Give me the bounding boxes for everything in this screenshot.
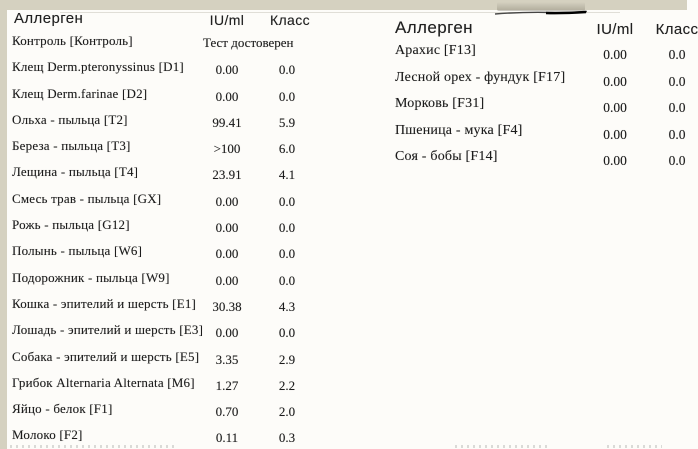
column-header-allergen: Аллерген: [14, 10, 84, 27]
table-row: [0, 401, 355, 427]
table-row: [0, 349, 355, 375]
table-row: [355, 149, 698, 176]
class-value-cell: 0.0: [668, 153, 686, 168]
table-row: [355, 96, 698, 123]
allergen-name-cell: Соя - бобы [F14]: [395, 149, 498, 164]
cutoff-text-remnant: [607, 445, 662, 448]
table-row: [0, 296, 355, 322]
iu-value-cell: 0.00: [603, 126, 627, 142]
iu-value-cell: 23.91: [212, 167, 242, 183]
column-header-allergen: Аллерген: [395, 18, 473, 37]
class-value-cell: 0.0: [278, 193, 296, 209]
allergen-name-cell: Контроль [Контроль]: [12, 33, 133, 48]
class-value-cell: 0.0: [278, 325, 296, 341]
allergen-name-cell: Подорожник - пыльца [W9]: [12, 269, 170, 285]
allergen-name-cell: Смесь трав - пыльца [GX]: [12, 190, 162, 206]
column-header-class: Класс: [655, 21, 698, 38]
allergen-name-cell: Полынь - пыльца [W6]: [12, 243, 143, 259]
iu-value-cell: 0.11: [215, 430, 239, 446]
allergen-name-cell: Лещина - пыльца [T4]: [12, 164, 139, 180]
allergen-name-cell: Яйцо - белок [F1]: [12, 401, 113, 417]
iu-value-cell: 0.70: [215, 404, 239, 420]
iu-value-cell: 0.00: [603, 100, 627, 115]
allergen-name-cell: Кошка - эпителий и шерсть [E1]: [12, 295, 197, 311]
table-row: [0, 191, 355, 217]
iu-value-cell: 0.00: [215, 220, 239, 236]
class-value-cell: 2.9: [278, 351, 296, 367]
class-value-cell: 2.2: [278, 377, 296, 393]
allergen-name-cell: Молоко [F2]: [12, 427, 83, 443]
class-value-cell: 0.0: [278, 88, 296, 104]
iu-value-cell: 0.00: [215, 246, 239, 262]
class-value-cell: 0.0: [668, 47, 686, 62]
allergen-name-cell: Грибок Alternaria Alternata [M6]: [12, 374, 195, 390]
class-value-cell: 4.3: [278, 298, 296, 314]
class-value-cell: 5.9: [278, 114, 296, 130]
table-row: [0, 112, 355, 138]
table-rows-right: [355, 43, 698, 176]
iu-value-cell: 0.00: [603, 73, 627, 89]
allergen-name-cell: Береза - пыльца [T3]: [12, 138, 131, 154]
iu-value-cell: 0.00: [603, 153, 627, 168]
allergen-name-cell: Клещ Derm.pteronyssinus [D1]: [12, 59, 184, 75]
table-row: [0, 33, 355, 59]
column-header-iu-ml: IU/ml: [596, 21, 634, 38]
iu-value-cell: 30.38: [212, 298, 242, 314]
iu-value-cell: 0.00: [215, 88, 239, 104]
table-row: [0, 270, 355, 296]
class-value-cell: 0.0: [668, 126, 686, 142]
iu-value-cell: Тест достоверен: [203, 35, 294, 50]
table-rows-left: [0, 33, 355, 449]
class-value-cell: 6.0: [278, 141, 296, 157]
allergen-name-cell: Рожь - пыльца [G12]: [12, 217, 130, 233]
iu-value-cell: 0.00: [215, 62, 239, 78]
allergen-name-cell: Морковь [F31]: [395, 96, 485, 111]
table-row: [0, 217, 355, 243]
table-row: [0, 322, 355, 348]
iu-value-cell: 99.41: [212, 114, 242, 130]
class-value-cell: 0.0: [668, 73, 686, 89]
allergen-table-right: [355, 0, 698, 449]
column-header-class: Класс: [269, 12, 311, 28]
allergen-name-cell: Пшеница - мука [F4]: [395, 122, 523, 138]
cutoff-text-remnant: [10, 445, 175, 448]
class-value-cell: 2.0: [278, 404, 296, 420]
allergen-name-cell: Лесной орех - фундук [F17]: [395, 69, 566, 85]
iu-value-cell: 0.00: [603, 47, 627, 62]
column-header-iu-ml: IU/ml: [209, 12, 245, 28]
table-row: [0, 375, 355, 401]
class-value-cell: 0.3: [278, 430, 296, 446]
iu-value-cell: >100: [213, 141, 241, 157]
table-row: [355, 70, 698, 97]
allergen-name-cell: Ольха - пыльца [T2]: [12, 111, 128, 127]
class-value-cell: 0.0: [668, 100, 686, 115]
class-value-cell: 0.0: [278, 62, 296, 78]
table-row: [0, 59, 355, 85]
class-value-cell: 4.1: [278, 167, 296, 183]
allergen-name-cell: Клещ Derm.farinae [D2]: [12, 85, 148, 101]
iu-value-cell: 0.00: [215, 193, 239, 209]
table-row: [0, 243, 355, 269]
cutoff-text-remnant: [455, 445, 547, 448]
iu-value-cell: 0.00: [215, 272, 239, 288]
class-value-cell: 0.0: [278, 246, 296, 262]
table-row: [0, 86, 355, 112]
table-row: [355, 123, 698, 150]
table-row: [355, 43, 698, 70]
class-value-cell: 0.0: [278, 220, 296, 236]
allergen-name-cell: Собака - эпителий и шерсть [E5]: [12, 348, 200, 364]
iu-value-cell: 3.35: [215, 351, 239, 367]
allergen-name-cell: Лошадь - эпителий и шерсть [E3]: [12, 322, 204, 338]
iu-value-cell: 0.00: [215, 325, 239, 341]
class-value-cell: 0.0: [278, 272, 296, 288]
table-row: [0, 164, 355, 190]
table-row: [0, 138, 355, 164]
iu-value-cell: 1.27: [215, 377, 239, 393]
allergen-name-cell: Арахис [F13]: [395, 43, 477, 58]
